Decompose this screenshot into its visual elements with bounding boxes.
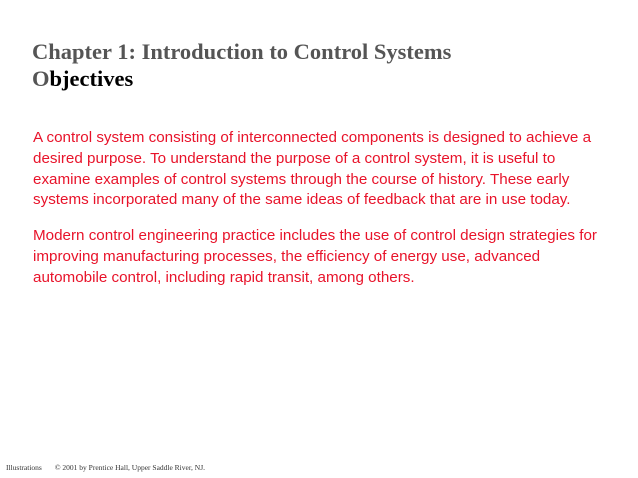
slide-title xyxy=(32,38,612,92)
paragraph-line: A control system consisting of interconnected components is designed to achieve a xyxy=(33,129,592,146)
footer-label: Illustrations xyxy=(6,463,42,472)
section-title xyxy=(32,65,612,92)
slide-footer xyxy=(6,463,205,472)
footer-copyright: © 2001 by Prentice Hall, Upper Saddle River, NJ. xyxy=(54,463,206,472)
paragraph-line: automobile control, including rapid transit, among others. xyxy=(33,268,415,286)
paragraph-line: examine examples of control systems through the course of history. These early xyxy=(33,170,570,188)
paragraph-line: desired purpose. To understand the purpose of a control system, it is useful to xyxy=(33,149,556,167)
chapter-title: Chapter 1: Introduction to Control Systems xyxy=(32,39,452,64)
section-title-rest: bjectives xyxy=(49,66,134,91)
objectives-paragraph-2 xyxy=(33,226,633,288)
section-title-initial: O xyxy=(32,66,50,91)
paragraph-line: systems incorporated many of the same ideas of feedback that are in use today. xyxy=(33,191,571,209)
objectives-paragraph-1 xyxy=(33,128,633,211)
paragraph-line: Modern control engineering practice includes the use of control design strategies for xyxy=(33,227,597,244)
paragraph-line: improving manufacturing processes, the efficiency of energy use, advanced xyxy=(33,247,541,265)
